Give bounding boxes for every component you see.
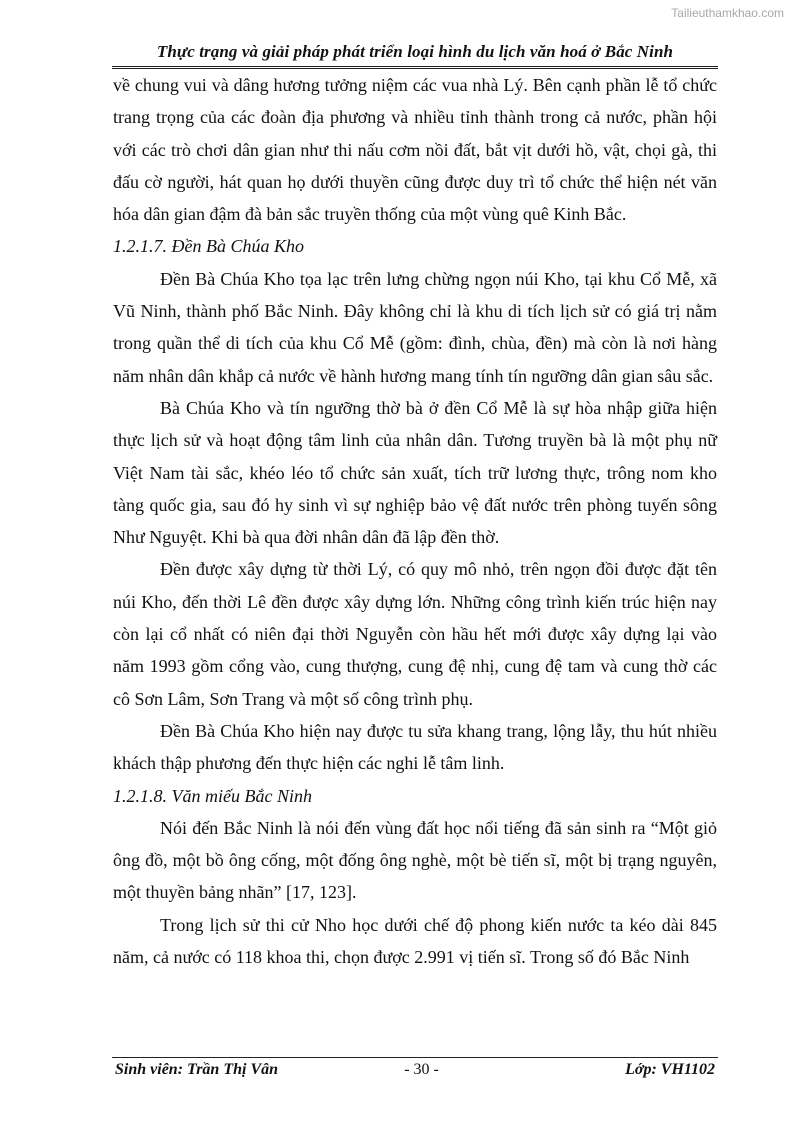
paragraph-continuation: về chung vui và dâng hương tưởng niệm các vua nhà Lý. Bên cạnh phần lễ tổ chức trang trọng của các đoàn địa phương và nhiều tỉnh thành trong cả nước, phần hội với các trò chơi dân gian như thi nấu cơm nồi đất, bắt vịt dưới hồ, vật, chọi gà, thi đấu cờ người, hát quan họ dưới thuyền cũng được duy trì tổ chức thể hiện nét văn hóa dân gian đậm đà bản sắc truyền thống của một vùng quê Kinh Bắc. (113, 75, 717, 225)
paragraph: Đền được xây dựng từ thời Lý, có quy mô nhỏ, trên ngọn đồi được đặt tên núi Kho, đến thời Lê đền được xây dựng lớn. Những công trình kiến trúc hiện nay còn lại cổ nhất có niên đại thời Nguyễn còn hầu hết mới được xây dựng lại vào năm 1993 gồm cổng vào, cung thượng, cung đệ nhị, cung đệ tam và cung thờ các cô Sơn Lâm, Sơn Trang và một số công trình phụ. (113, 559, 717, 709)
page-body (113, 69, 717, 973)
paragraph: Trong lịch sử thi cử Nho học dưới chế độ phong kiến nước ta kéo dài 845 năm, cả nước có 118 khoa thi, chọn được 2.991 vị tiến sĩ. Trong số đó Bắc Ninh (113, 914, 717, 968)
footer-rule (112, 1057, 718, 1058)
running-header: Thực trạng và giải pháp phát triển loại hình du lịch văn hoá ở Bắc Ninh (156, 42, 674, 61)
section-heading-1-2-1-7: 1.2.1.7. Đền Bà Chúa Kho (113, 236, 304, 257)
paragraph: Bà Chúa Kho và tín ngưỡng thờ bà ở đền Cổ Mễ là sự hòa nhập giữa hiện thực lịch sử và hoạt động tâm linh của nhân dân. Tương truyền bà là một phụ nữ Việt Nam tài sắc, khéo léo tổ chức sản xuất, tích trữ lương thực, trông nom kho tàng quốc gia, sau đó hy sinh vì sự nghiệp bảo vệ đất nước trên phòng tuyến sông Như Nguyệt. Khi bà qua đời nhân dân đã lập đền thờ. (113, 397, 717, 548)
footer-class: Lớp: VH1102 (625, 1061, 715, 1078)
footer-student: Sinh viên: Trần Thị Vân (115, 1061, 279, 1078)
watermark: Tailieuthamkhao.com (671, 6, 784, 20)
paragraph: Đền Bà Chúa Kho tọa lạc trên lưng chừng ngọn núi Kho, tại khu Cổ Mễ, xã Vũ Ninh, thành phố Bắc Ninh. Đây không chỉ là khu di tích lịch sử có giá trị nằm trong quần thể di tích của khu Cổ Mễ (gồm: đình, chùa, đền) mà còn là nơi hàng năm nhân dân khắp cả nước về hành hương mang tính tín ngưỡng dân gian sâu sắc. (113, 268, 717, 386)
paragraph: Đền Bà Chúa Kho hiện nay được tu sửa khang trang, lộng lẫy, thu hút nhiều khách thập phương đến thực hiện các nghi lễ tâm linh. (113, 720, 717, 774)
section-heading-1-2-1-8: 1.2.1.8. Văn miếu Bắc Ninh (113, 785, 312, 806)
paragraph: Nói đến Bắc Ninh là nói đến vùng đất học nổi tiếng đã sản sinh ra “Một giỏ ông đồ, một bồ ông cống, một đống ông nghè, một bè tiến sĩ, một bị trạng nguyên, một thuyền bảng nhãn” [17, 123]. (113, 817, 717, 903)
page-number: - 30 - (404, 1061, 439, 1078)
page-footer (115, 1061, 715, 1079)
